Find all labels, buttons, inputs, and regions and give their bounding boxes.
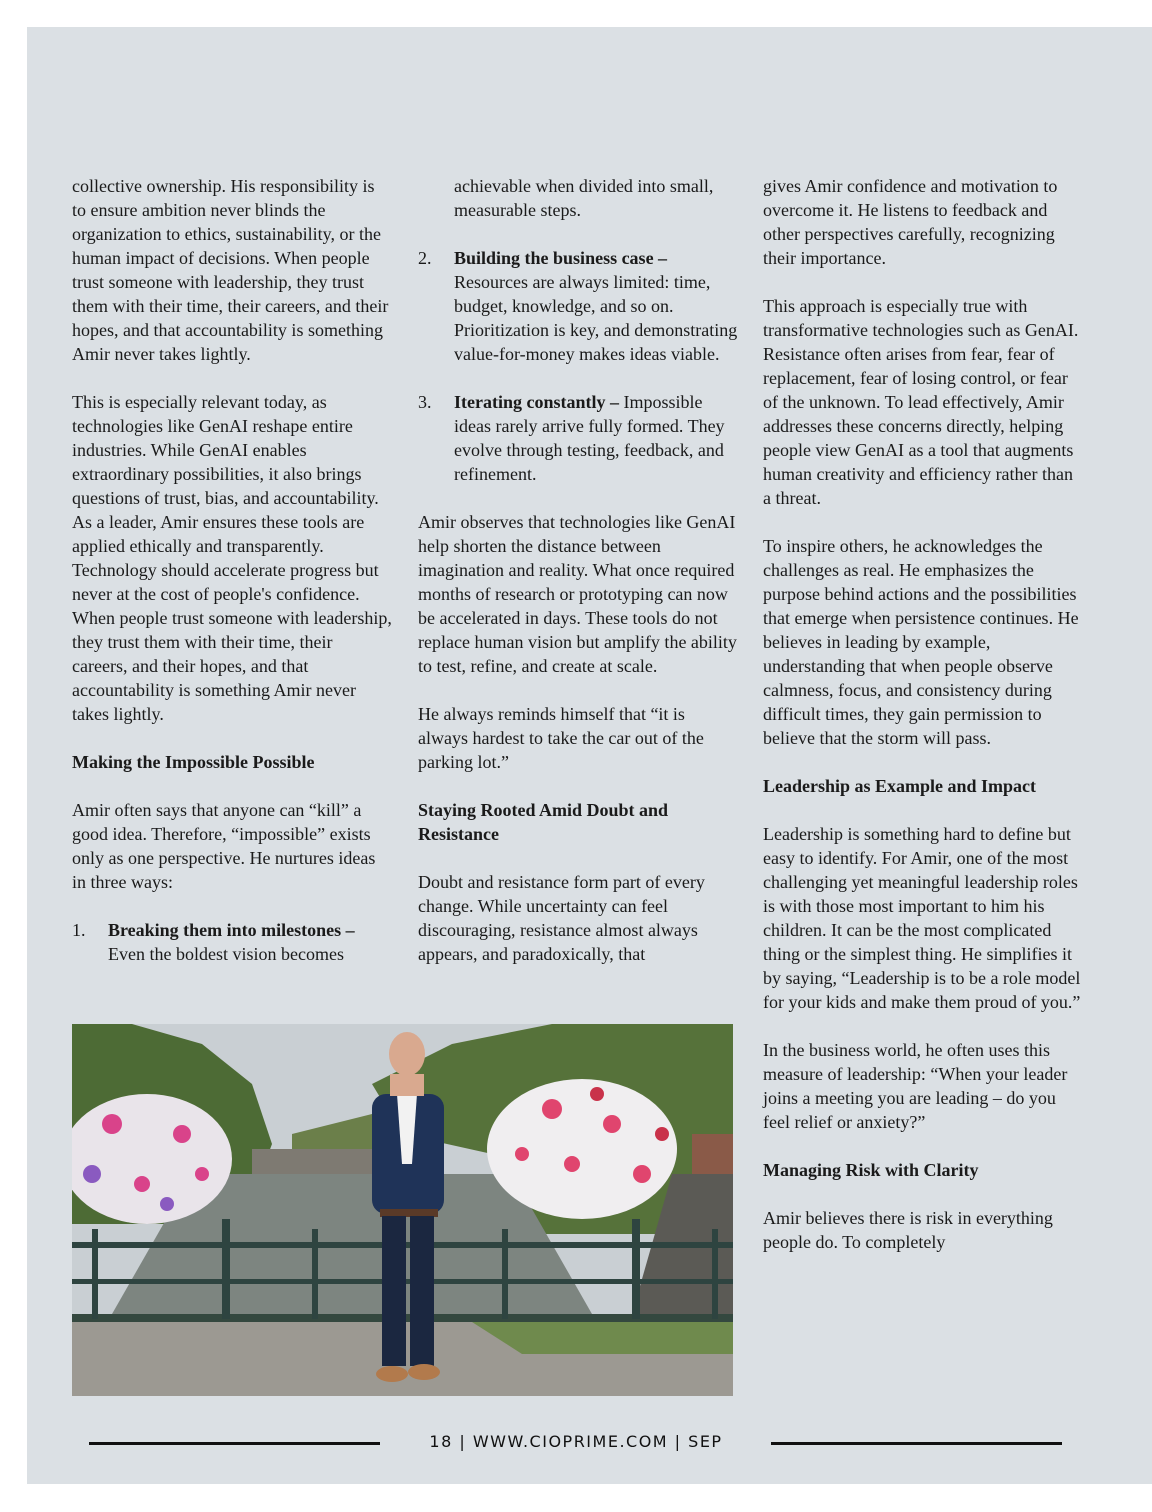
- list-item-text: Even the boldest vision becomes: [108, 944, 344, 964]
- photo-canal-bridge: [72, 1024, 733, 1396]
- list-item-title: Iterating constantly –: [454, 392, 619, 412]
- list-number: 2.: [418, 248, 432, 268]
- list-item-continuation: [418, 174, 738, 222]
- list-item-text: Resources are always limited: time, budget, knowledge, and so on. Prioritization is key, and demonstrating value-for-money makes ideas viable.: [454, 272, 738, 364]
- paragraph: Leadership is something hard to define but easy to identify. For Amir, one of the most challenging yet meaningful leadership roles is with those most important to him his children. It can be the most complicated thing or the simplest thing. He simplifies it by saying, “Leadership is to be a role model for your kids and make them proud of you.”: [763, 824, 1081, 1012]
- list-item-title: Breaking them into milestones –: [108, 920, 355, 940]
- article-photo: [72, 1024, 733, 1396]
- paragraph: gives Amir confidence and motivation to overcome it. He listens to feedback and other perspectives carefully, recognizing their importance.: [763, 176, 1058, 268]
- paragraph: Amir observes that technologies like GenAI help shorten the distance between imagination and reality. What once required months of research or prototyping can now be accelerated in days. These tools do not replace human vision but amplify the ability to test, refine, and create at scale.: [418, 512, 737, 676]
- section-heading: Making the Impossible Possible: [72, 752, 315, 772]
- article-column-3: [763, 174, 1085, 1278]
- list-item-text: Impossible ideas rarely arrive fully formed. They evolve through testing, feedback, and refinement.: [454, 392, 725, 484]
- paragraph: He always reminds himself that “it is always hardest to take the car out of the parking lot.”: [418, 704, 704, 772]
- section-heading: Leadership as Example and Impact: [763, 776, 1037, 796]
- paragraph: Doubt and resistance form part of every change. While uncertainty can feel discouraging, resistance almost always appears, and paradoxically, that: [418, 872, 705, 964]
- paragraph: In the business world, he often uses this measure of leadership: “When your leader joins a meeting you are leading – do you feel relief or anxiety?”: [763, 1040, 1068, 1132]
- paragraph: collective ownership. His responsibility is to ensure ambition never blinds the organization to ethics, sustainability, or the human impact of decisions. When people trust someone with leadership, they trust them with their time, their careers, and their hopes, and that accountability is something Amir never takes lightly.: [72, 176, 389, 364]
- list-item: [418, 246, 738, 366]
- paragraph: This is especially relevant today, as technologies like GenAI reshape entire industries. While GenAI enables extraordinary possibilities, it also brings questions of trust, bias, and accountability. As a leader, Amir ensures these tools are applied ethically and transparently. Technology should accelerate progress but never at the cost of people's confidence. When people trust someone with leadership, they trust them with their time, their careers, and their hopes, and that accountability is something Amir never takes lightly.: [72, 392, 392, 724]
- paragraph: Amir believes there is risk in everything people do. To completely: [763, 1208, 1053, 1252]
- footer-divider-left: [89, 1442, 380, 1445]
- list-item: [418, 390, 738, 486]
- article-column-1: [72, 174, 392, 990]
- article-column-2: [418, 174, 738, 990]
- section-heading: Managing Risk with Clarity: [763, 1160, 979, 1180]
- paragraph: This approach is especially true with transformative technologies such as GenAI. Resistance often arises from fear, fear of replacement, fear of losing control, or fear of the unknown. To lead effectively, Amir addresses these concerns directly, helping people view GenAI as a tool that augments human creativity and efficiency rather than a threat.: [763, 296, 1079, 508]
- list-number: 1.: [72, 920, 86, 940]
- list-item-title: Building the business case –: [454, 248, 668, 268]
- paragraph: To inspire others, he acknowledges the challenges as real. He emphasizes the purpose behind actions and the possibilities that emerge when persistence continues. He believes in leading by example, understanding that when people observe calmness, focus, and consistency during difficult times, they gain permission to believe that the storm will pass.: [763, 536, 1079, 748]
- section-heading: Staying Rooted Amid Doubt and Resistance: [418, 800, 669, 844]
- footer-divider-right: [771, 1442, 1062, 1445]
- list-number: 3.: [418, 392, 432, 412]
- list-item: [72, 918, 392, 966]
- list-item-text: achievable when divided into small, measurable steps.: [454, 176, 714, 220]
- paragraph: Amir often says that anyone can “kill” a good idea. Therefore, “impossible” exists only as one perspective. He nurtures ideas in three ways:: [72, 800, 376, 892]
- footer-page-info: 18 | WWW.CIOPRIME.COM | SEP: [429, 1432, 723, 1451]
